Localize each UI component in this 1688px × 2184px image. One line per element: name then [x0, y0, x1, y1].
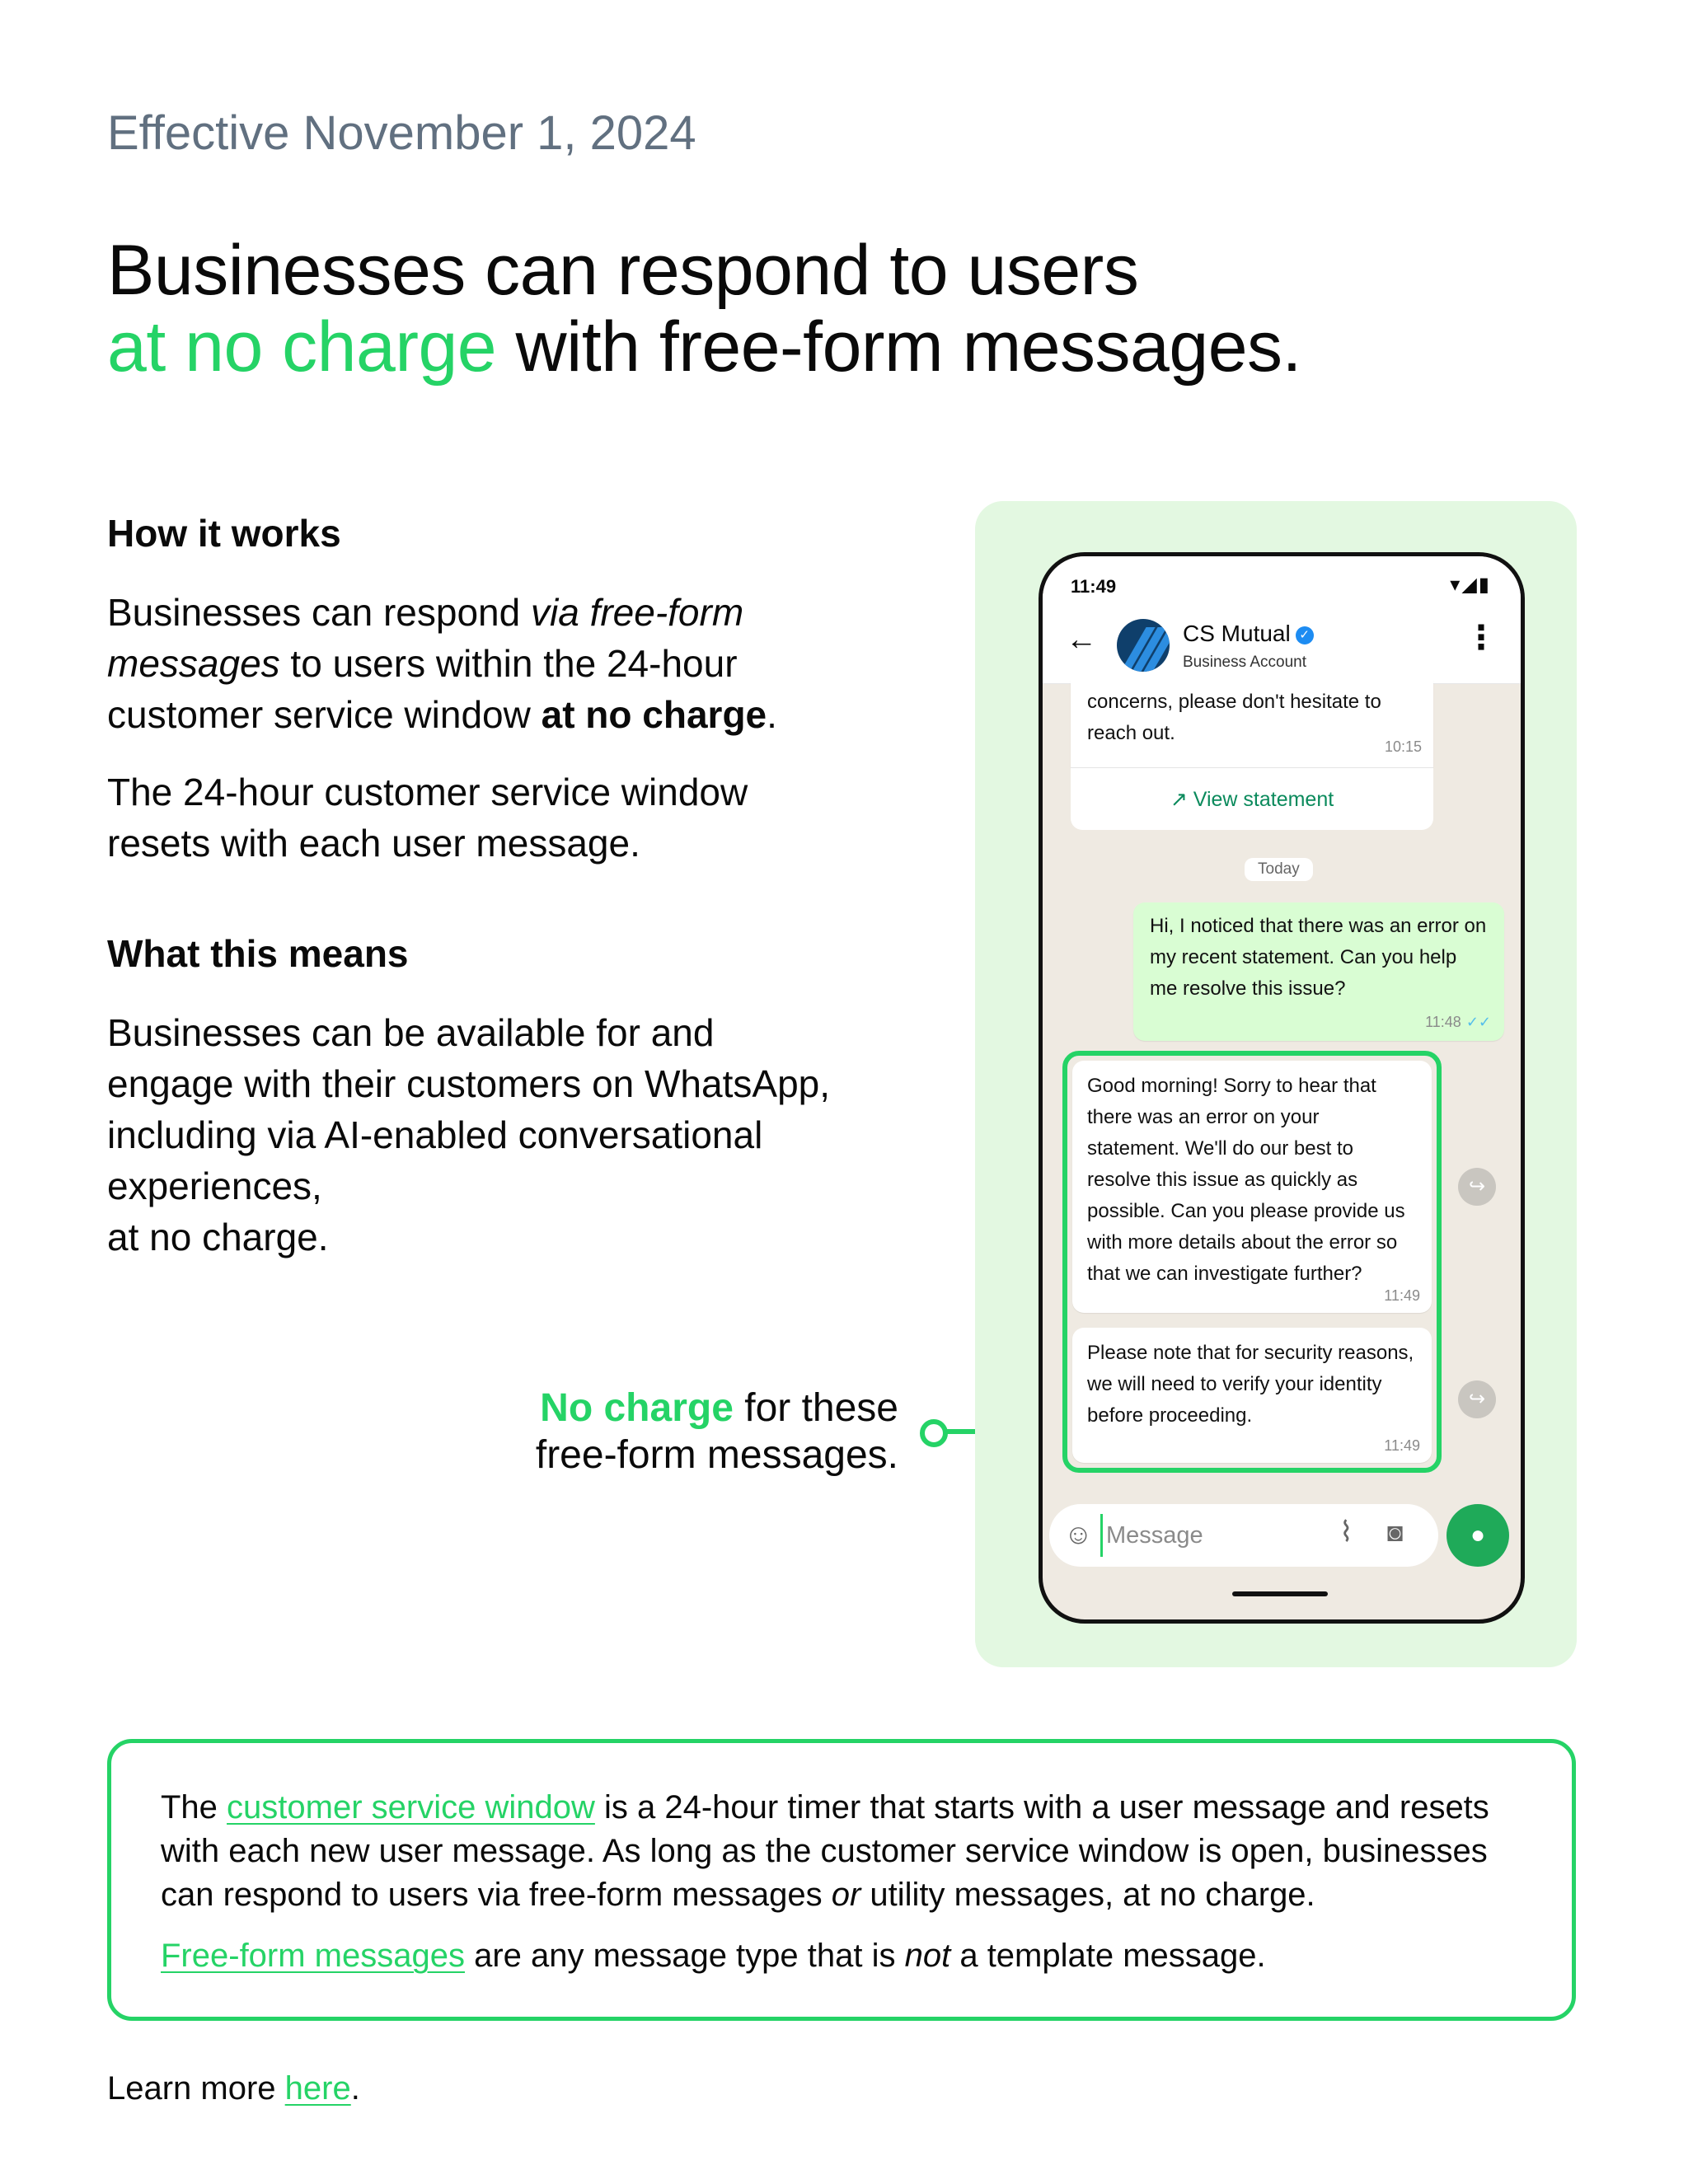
callout-line2: free-form messages.: [535, 1433, 898, 1477]
more-options-icon[interactable]: ⋮: [1465, 620, 1498, 656]
info2-italic: not: [904, 1938, 951, 1974]
how-p1-b: to users within the 24-hour customer service window: [107, 642, 738, 736]
date-divider: Today: [1245, 858, 1313, 881]
outgoing-message-bubble: [1133, 902, 1504, 1041]
message-time: [1425, 1006, 1491, 1038]
attach-icon[interactable]: ⌇: [1339, 1516, 1353, 1548]
free-form-messages-link[interactable]: Free-form messages: [161, 1938, 465, 1974]
signal-battery-icon: ▾◢▮: [1450, 574, 1491, 596]
forward-icon[interactable]: ↪: [1458, 1168, 1496, 1206]
callout-rest: for these: [733, 1386, 898, 1430]
contact-subtitle: Business Account: [1183, 654, 1306, 671]
learn-more-link[interactable]: here: [284, 2070, 351, 2107]
info2-b: a template message.: [950, 1938, 1266, 1974]
learn-more: [107, 2070, 360, 2107]
message-time: 11:49: [1384, 1287, 1420, 1304]
chat-header: [1043, 609, 1521, 684]
definitions-box: [107, 1739, 1576, 2021]
message-text: Hi, I noticed that there was an error on my recent statement. Can you help me resolve this issue?: [1150, 915, 1487, 1000]
callout-green: No charge: [540, 1386, 734, 1430]
headline-line2-rest: with free-form messages.: [496, 307, 1301, 387]
view-statement-label: View statement: [1193, 788, 1334, 811]
info1-c: utility messages, at no charge.: [860, 1877, 1315, 1913]
no-charge-callout: [536, 1385, 898, 1479]
how-it-works-heading: How it works: [107, 512, 341, 555]
mic-icon: ●: [1470, 1521, 1486, 1549]
message-text: Good morning! Sorry to hear that there was an error on your statement. We'll do our best to resolve this issue as quickly as possible. Can you please provide us with more details about the error so that we can investigate further?: [1087, 1075, 1405, 1285]
free-form-messages-highlight: [1062, 1051, 1442, 1473]
message-input[interactable]: [1100, 1514, 1304, 1557]
message-time-text: 11:48: [1425, 1014, 1461, 1030]
read-receipt-icon: ✓✓: [1465, 1014, 1491, 1030]
back-arrow-icon[interactable]: ←: [1066, 622, 1097, 657]
info1-italic: or: [831, 1877, 861, 1913]
headline-green-phrase: at no charge: [107, 307, 497, 387]
external-link-icon: ↗: [1170, 788, 1188, 811]
message-time: 11:49: [1384, 1437, 1420, 1454]
incoming-message-bubble: [1071, 680, 1433, 767]
means-line2: at no charge.: [107, 1216, 329, 1258]
home-indicator: [1232, 1591, 1328, 1596]
info1-a: The: [161, 1789, 227, 1825]
contact-name-text: CS Mutual: [1183, 621, 1291, 646]
how-p1-italic: via free-form messages: [107, 591, 744, 685]
view-statement-button[interactable]: [1071, 767, 1433, 830]
forward-icon[interactable]: ↪: [1458, 1380, 1496, 1418]
learn-more-text: Learn more: [107, 2070, 285, 2107]
status-time: 11:49: [1071, 576, 1117, 597]
what-this-means-paragraph: [107, 1007, 849, 1263]
free-form-messages-definition: [161, 1934, 1529, 1978]
how-it-works-paragraph-2: The 24-hour customer service window resets with each user message.: [107, 771, 748, 865]
how-p1-bold: at no charge: [541, 693, 767, 736]
message-text: concerns, please don't hesitate to reach out.: [1087, 691, 1381, 744]
phone-mockup: [1039, 552, 1525, 1624]
how-p1-c: .: [767, 693, 777, 736]
message-text: Please note that for security reasons, we will need to verify your identity before proceeding.: [1087, 1342, 1414, 1427]
how-p1-a: Businesses can respond: [107, 591, 531, 634]
means-line1: Businesses can be available for and engage with their customers on WhatsApp, including via AI-enabled conversational experiences,: [107, 1011, 831, 1207]
message-input-bar: [1049, 1504, 1438, 1567]
learn-more-period: .: [350, 2070, 360, 2107]
message-time: 10:15: [1384, 738, 1422, 755]
avatar[interactable]: [1117, 619, 1170, 672]
info2-a: are any message type that is: [464, 1938, 905, 1974]
mic-button[interactable]: [1447, 1504, 1509, 1567]
camera-icon[interactable]: ◙: [1387, 1517, 1404, 1547]
customer-service-window-definition: [161, 1786, 1529, 1917]
headline-line1: Businesses can respond to users: [107, 231, 1139, 310]
info1-b: is a 24-hour timer that starts with a user message and resets with each new user message. As long as the customer service window is open, businesses can respond to users via free-form messages: [161, 1789, 1489, 1913]
verified-badge-icon: ✓: [1296, 626, 1314, 644]
effective-date: Effective November 1, 2024: [107, 106, 696, 160]
customer-service-window-link[interactable]: customer service window: [227, 1789, 595, 1825]
page-headline: [107, 232, 1301, 386]
what-this-means-heading: What this means: [107, 932, 409, 975]
callout-connector-dot: [920, 1419, 948, 1447]
contact-name[interactable]: [1183, 621, 1314, 647]
how-it-works-paragraph-1: [107, 587, 849, 740]
status-bar: [1043, 556, 1521, 609]
emoji-icon[interactable]: ☺: [1064, 1519, 1093, 1550]
